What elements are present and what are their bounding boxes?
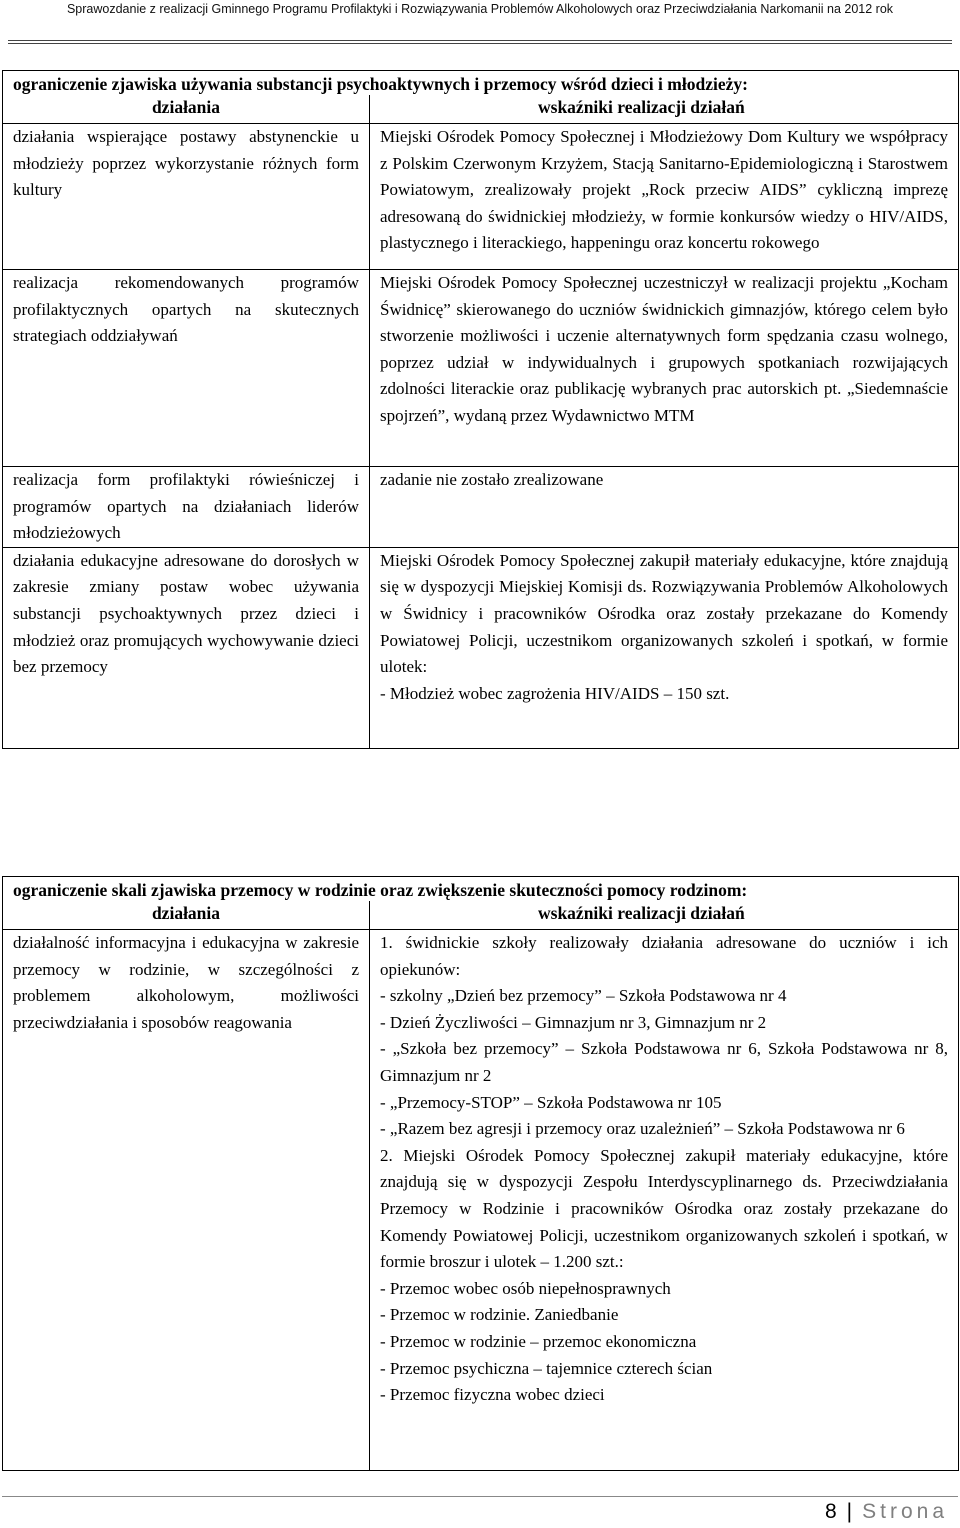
table-row xyxy=(3,467,959,548)
action-cell: działalność informacyjna i edukacyjna w zakresie przemocy w rodzinie, w szczególności z problemem alkoholowym, możliwości przeciwdziałania i sposobów reagowania xyxy=(3,930,370,1471)
action-cell: działania edukacyjne adresowane do dorosłych w zakresie zmiany postaw wobec używania substancji psychoaktywnych przez dzieci i młodzież oraz promujących wychowywanie dzieci bez przemocy xyxy=(3,547,370,748)
page-header xyxy=(0,0,960,30)
indicator-line: - Przemoc wobec osób niepełnosprawnych xyxy=(380,1278,671,1298)
indicator-line: - „Przemocy-STOP” – Szkoła Podstawowa nr 105 xyxy=(380,1092,722,1112)
indicator-cell: Miejski Ośrodek Pomocy Społecznej uczestniczył w realizacji projektu „Kocham Świdnicę” skierowanego do uczniów świdnickich gimnazjów, którego celem było stworzenie możliwości i uczenie alternatywnych form spędzania czasu wolnego, poprzez udział w indywidualnych i grupowych spotkaniach rozwijających zdolności literackie oraz publikację wybranych prac autorskich pt. „Siedemnaście spojrzeń”, wydaną przez Wydawnictwo MTM xyxy=(370,270,959,467)
indicator-line: - „Razem bez agresji i przemocy oraz uzależnień” – Szkoła Podstawowa nr 6 xyxy=(380,1119,905,1139)
header-rule-bottom xyxy=(8,43,952,44)
section-title: ograniczenie skali zjawiska przemocy w rodzinie oraz zwiększenie skuteczności pomocy rodzinom: xyxy=(3,877,959,902)
table-substances xyxy=(2,70,959,749)
table-row xyxy=(3,270,959,467)
page-label: Strona xyxy=(862,1500,948,1523)
indicator-line: - szkolny „Dzień bez przemocy” – Szkoła Podstawowa nr 4 xyxy=(380,986,787,1006)
column-header-indicators: wskaźniki realizacji działań xyxy=(370,901,959,930)
indicator-cell xyxy=(370,930,959,1471)
indicator-list-item: - Młodzież wobec zagrożenia HIV/AIDS – 150 szt. xyxy=(380,683,730,703)
action-cell: realizacja form profilaktyki rówieśniczej i programów opartych na działaniach liderów młodzieżowych xyxy=(3,467,370,548)
indicator-cell xyxy=(370,547,959,748)
page-footer xyxy=(825,1500,948,1524)
footer-rule xyxy=(2,1496,958,1497)
indicator-line: 2. Miejski Ośrodek Pomocy Społecznej zakupił materiały edukacyjne, które znajdują się w dyspozycji Zespołu Interdyscyplinarnego ds. Przeciwdziałania Przemocy w Rodzinie i pracowników Ośrodka oraz zostały przekazane do Komendy Powiatowej Policji, uczestnikom organizowanych szkoleń i spotkań, w formie broszur i ulotek – 1.200 szt.: xyxy=(380,1145,948,1272)
document-title: Sprawozdanie z realizacji Gminnego Programu Profilaktyki i Rozwiązywania Problemów Alkoholowych oraz Przeciwdziałania Narkomanii na 2012 rok xyxy=(66,2,894,16)
indicator-line: - Przemoc w rodzinie – przemoc ekonomiczna xyxy=(380,1331,697,1351)
table-violence xyxy=(2,876,959,1471)
indicator-line: - Przemoc fizyczna wobec dzieci xyxy=(380,1385,605,1405)
table-row xyxy=(3,124,959,270)
header-rule-top xyxy=(8,40,952,41)
action-cell: działania wspierające postawy abstynenckie u młodzieży poprzez wykorzystanie różnych form kultury xyxy=(3,124,370,270)
page-number: 8 xyxy=(824,1500,839,1523)
indicator-text: Miejski Ośrodek Pomocy Społecznej zakupił materiały edukacyjne, które znajdują się w dyspozycji Miejskiej Komisji ds. Rozwiązywania Problemów Alkoholowych w Świdnicy i pracowników Ośrodka oraz zostały przekazane do Komendy Powiatowej Policji, uczestnikom organizowanych szkoleń i spotkań, w formie ulotek: xyxy=(380,550,949,677)
indicator-cell: Miejski Ośrodek Pomocy Społecznej i Młodzieżowy Dom Kultury we współpracy z Polskim Czerwonym Krzyżem, Stacją Sanitarno-Epidemiologiczną i Starostwem Powiatowym, zrealizowały projekt „Rock przeciw AIDS” cykliczną imprezę adresowaną do świdnickiej młodzieży, w formie konkursów wiedzy o HIV/AIDS, plastycznego i literackiego, happeningu oraz koncertu rokowego xyxy=(370,124,959,270)
column-header-actions: działania xyxy=(3,901,370,930)
indicator-line: - „Szkoła bez przemocy” – Szkoła Podstawowa nr 6, Szkoła Podstawowa nr 8, Gimnazjum nr 2 xyxy=(380,1039,948,1085)
footer-separator: | xyxy=(846,1500,855,1523)
indicator-cell: zadanie nie zostało zrealizowane xyxy=(370,467,959,548)
table-row xyxy=(3,547,959,748)
indicator-line: - Przemoc w rodzinie. Zaniedbanie xyxy=(380,1305,619,1325)
indicator-line: - Dzień Życzliwości – Gimnazjum nr 3, Gimnazjum nr 2 xyxy=(380,1012,767,1032)
table-row xyxy=(3,930,959,1471)
column-header-indicators: wskaźniki realizacji działań xyxy=(370,95,959,124)
column-header-actions: działania xyxy=(3,95,370,124)
indicator-line: 1. świdnickie szkoły realizowały działania adresowane do uczniów i ich opiekunów: xyxy=(380,933,948,979)
action-cell: realizacja rekomendowanych programów profilaktycznych opartych na skutecznych strategiach oddziaływań xyxy=(3,270,370,467)
section-title: ograniczenie zjawiska używania substancji psychoaktywnych i przemocy wśród dzieci i młodzieży: xyxy=(3,71,959,96)
indicator-line: - Przemoc psychiczna – tajemnice czterech ścian xyxy=(380,1358,713,1378)
